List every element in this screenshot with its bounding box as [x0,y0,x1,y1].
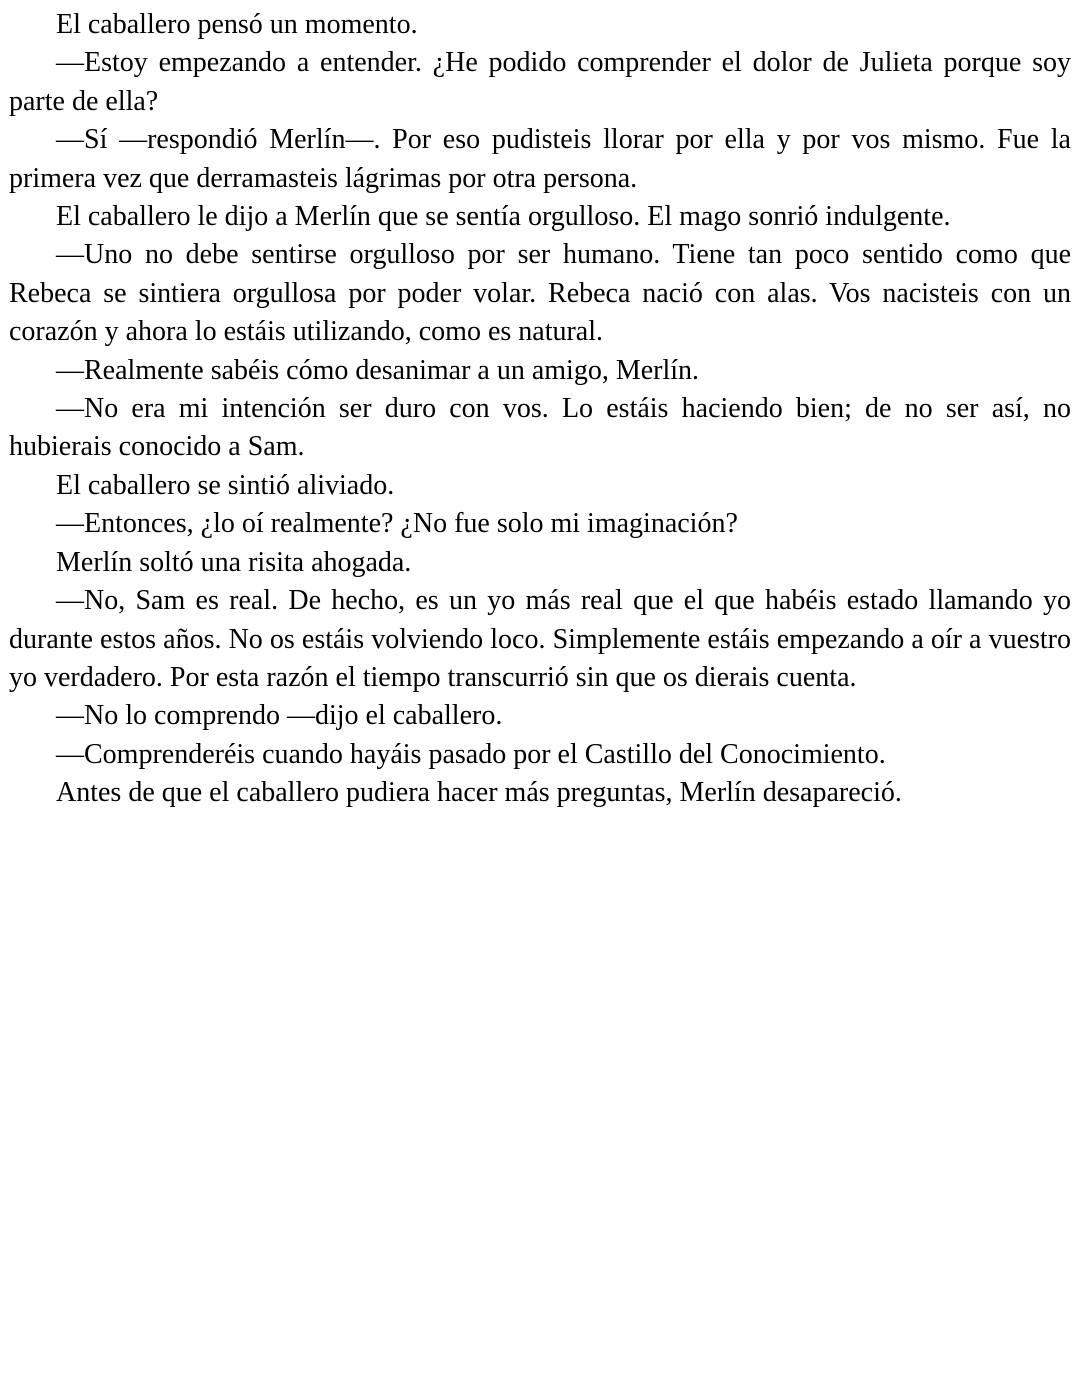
paragraph: —Realmente sabéis cómo desanimar a un amigo, Merlín. [56,354,700,386]
paragraph: Merlín soltó una risita ahogada. [56,546,412,578]
paragraph: —Comprenderéis cuando hayáis pasado por el Castillo del Conocimiento. [56,738,886,770]
paragraph: El caballero pensó un momento. [56,9,418,40]
paragraph: —Entonces, ¿lo oí realmente? ¿No fue solo mi imaginación? [56,508,738,540]
paragraph: El caballero le dijo a Merlín que se sentía orgulloso. El mago sonrió indulgente. [56,201,951,233]
paragraph: El caballero se sintió aliviado. [56,469,395,501]
paragraph: —Uno no debe sentirse orgulloso por ser humano. Tiene tan poco sentido como que Rebeca se sintiera orgullosa por poder volar. Rebeca nació con alas. Vos nacisteis con un corazón y ahora lo estáis utilizando, como es natural. [9,239,1071,348]
paragraph: —No era mi intención ser duro con vos. Lo estáis haciendo bien; de no ser así, no hubierais conocido a Sam. [9,393,1071,463]
paragraph: —Sí —respondió Merlín—. Por eso pudisteis llorar por ella y por vos mismo. Fue la primera vez que derramasteis lágrimas por otra persona. [9,124,1071,194]
paragraph: —No lo comprendo —dijo el caballero. [56,700,503,732]
paragraph: —No, Sam es real. De hecho, es un yo más real que el que habéis estado llamando yo durante estos años. No os estáis volviendo loco. Simplemente estáis empezando a oír a vuestro yo verdadero. Por esta razón el tiempo transcurrió sin que os dierais cuenta. [9,585,1071,693]
paragraph: Antes de que el caballero pudiera hacer más preguntas, Merlín desapareció. [56,777,902,809]
paragraph: —Estoy empezando a entender. ¿He podido comprender el dolor de Julieta porque soy parte de ella? [9,47,1071,117]
document-page [9,6,1071,813]
